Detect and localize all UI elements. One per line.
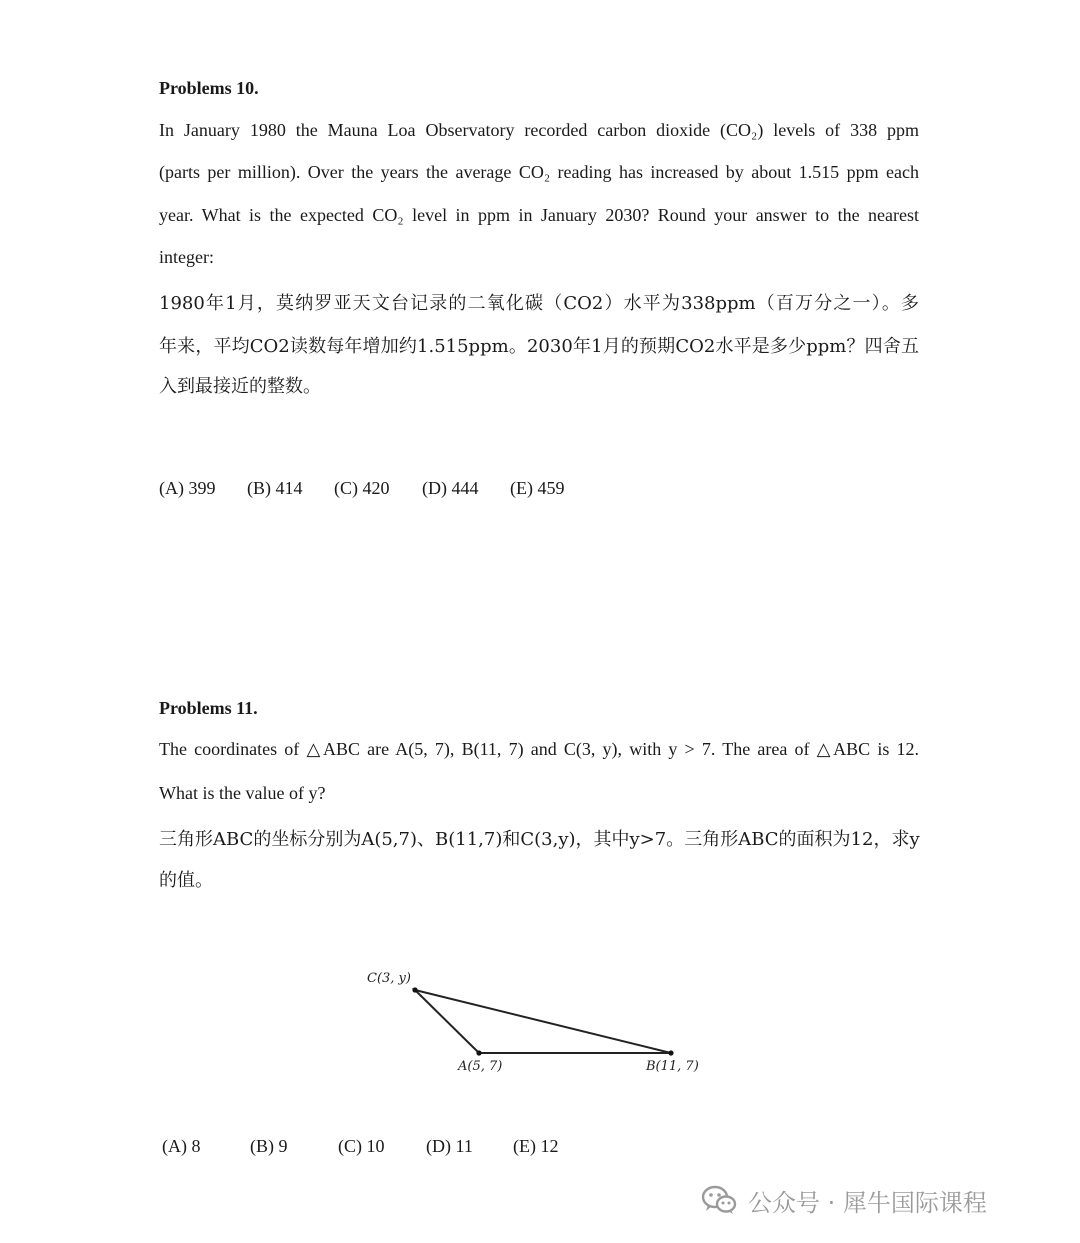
wechat-icon [700,1184,738,1216]
problem-11-heading: Problems 11. [159,698,258,718]
point-b [668,1050,673,1055]
point-b-label: B(11, 7) [646,1059,699,1074]
point-a [476,1050,481,1055]
watermark-text: 公众号 · 犀牛国际课程 [748,1188,987,1217]
problem-10-choice-c[interactable]: (C) 420 [334,478,390,498]
problem-11-en-line-1: The coordinates of △ABC are A(5, 7), B(11, 7) and C(3, y), with y > 7. The area of △ABC is 12. [159,739,919,759]
problem-10-en-line-4: integer: [159,247,214,267]
triangle-abc-diagram [340,955,740,1085]
problem-10-choices [159,478,564,499]
problem-10-choice-b[interactable]: (B) 414 [247,478,303,498]
problem-10-choice-e[interactable]: (E) 459 [510,478,565,498]
triangle-abc [415,990,671,1053]
problem-11-cn-line-1: 三角形ABC的坐标分别为A(5,7)、B(11,7)和C(3,y)，其中y>7。三角形ABC的面积为12，求y [159,829,920,850]
problem-10-heading: Problems 10. [159,78,259,98]
point-a-label: A(5, 7) [458,1059,503,1074]
problem-11-choice-a[interactable]: (A) 8 [162,1136,201,1156]
problem-11-choice-b[interactable]: (B) 9 [250,1136,288,1156]
problem-10-en-line-3: year. What is the expected CO₂ level in ppm in January 2030? Round your answer to the nearest [159,205,919,225]
problem-11-en-line-2: What is the value of y? [159,783,326,803]
problem-11-choice-d[interactable]: (D) 11 [426,1136,473,1156]
problem-11-choice-c[interactable]: (C) 10 [338,1136,385,1156]
problem-10-cn-line-3: 入到最接近的整数。 [159,376,321,397]
problem-10-en-line-2: (parts per million). Over the years the average CO₂ reading has increased by about 1.515 ppm each [159,162,919,182]
problem-11-cn-line-2: 的值。 [159,870,213,891]
problem-10-choice-a[interactable]: (A) 399 [159,478,216,498]
wechat-watermark [700,1180,987,1220]
problem-10-en-line-1: In January 1980 the Mauna Loa Observatory recorded carbon dioxide (CO₂) levels of 338 ppm [159,120,919,140]
problem-10-cn-line-2: 年来，平均CO2读数每年增加约1.515ppm。2030年1月的预期CO2水平是多少ppm？四舍五 [159,336,919,357]
problem-11-choice-e[interactable]: (E) 12 [513,1136,559,1156]
problem-10-cn-line-1: 1980年1月，莫纳罗亚天文台记录的二氧化碳（CO2）水平为338ppm（百万分之一）。多 [159,293,919,314]
problem-10-choice-d[interactable]: (D) 444 [422,478,479,498]
problem-11-choices [162,1136,558,1157]
point-c-label: C(3, y) [367,971,411,986]
point-c [412,987,417,992]
